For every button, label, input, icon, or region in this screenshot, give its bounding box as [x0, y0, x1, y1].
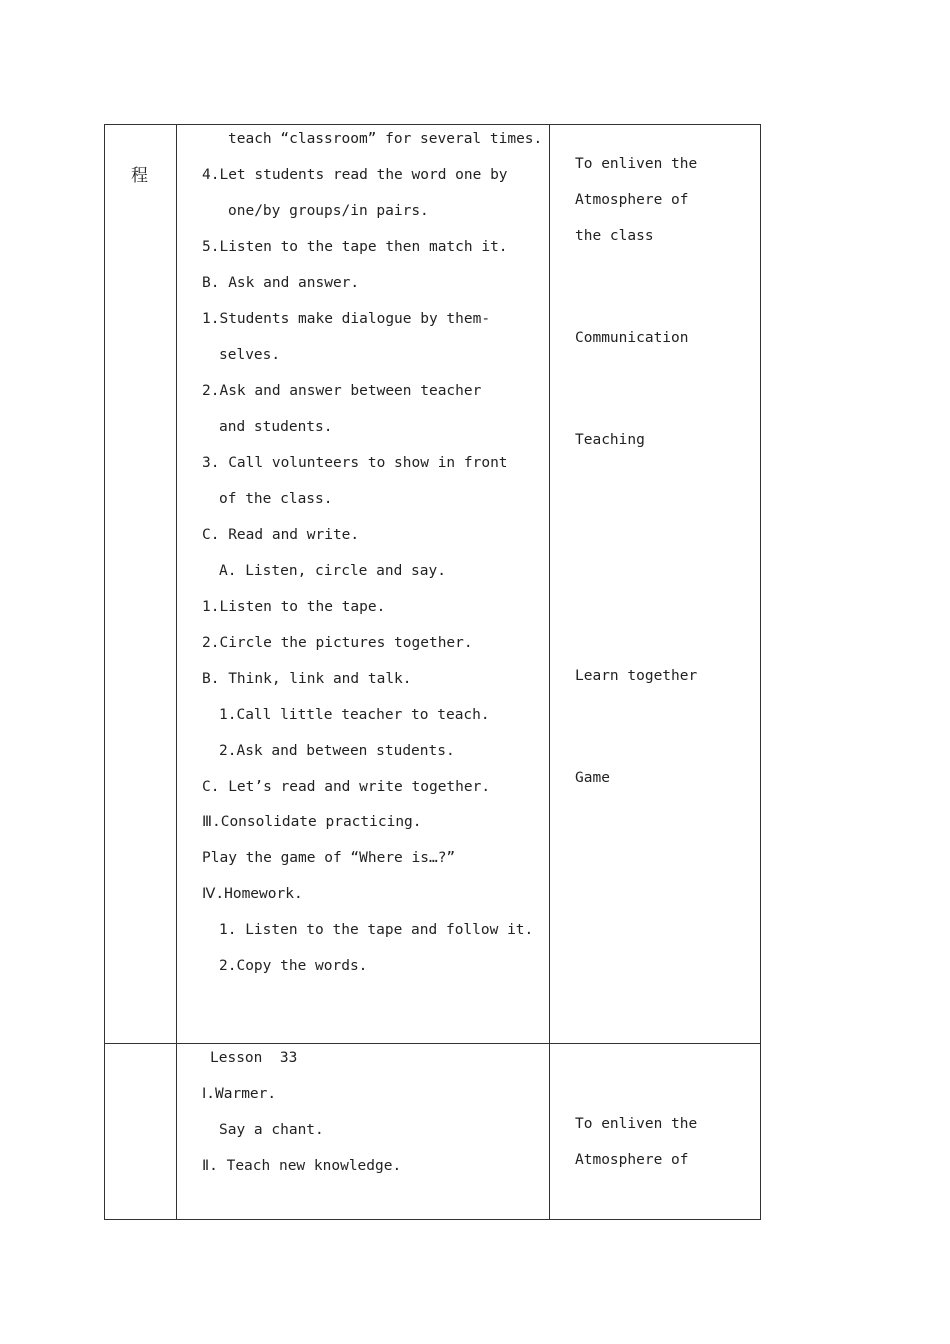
- procedure-line: selves.: [219, 347, 281, 363]
- procedure-line: A. Listen, circle and say.: [219, 563, 446, 579]
- aim-line: Teaching: [575, 432, 645, 448]
- procedure-line: Ⅰ.Warmer.: [202, 1086, 277, 1102]
- procedure-line: 3. Call volunteers to show in front: [202, 455, 508, 471]
- procedure-line: C. Read and write.: [202, 527, 360, 543]
- procedure-line: Say a chant.: [219, 1122, 324, 1138]
- aim-line: the class: [575, 228, 654, 244]
- procedure-line: Play the game of “Where is…?”: [202, 850, 456, 866]
- procedure-line: one/by groups/in pairs.: [228, 203, 429, 219]
- procedure-line: Ⅳ.Homework.: [202, 886, 303, 902]
- procedure-line: teach “classroom” for several times.: [228, 131, 543, 147]
- procedure-line: and students.: [219, 419, 333, 435]
- procedure-line: Lesson 33: [210, 1050, 298, 1066]
- procedure-line: 2.Ask and answer between teacher: [202, 383, 482, 399]
- procedure-line: C. Let’s read and write together.: [202, 779, 491, 795]
- aim-line: Atmosphere of: [575, 192, 689, 208]
- procedure-line: 1. Listen to the tape and follow it.: [219, 922, 534, 938]
- procedure-line: 2.Ask and between students.: [219, 743, 455, 759]
- procedure-line: B. Think, link and talk.: [202, 671, 412, 687]
- procedure-line: 4.Let students read the word one by: [202, 167, 508, 183]
- procedure-line: 5.Listen to the tape then match it.: [202, 239, 508, 255]
- procedure-line: of the class.: [219, 491, 333, 507]
- procedure-cell: [177, 1044, 550, 1220]
- stage-label: 程: [131, 166, 148, 186]
- lesson-plan-table: [104, 124, 761, 1220]
- procedure-line: 1.Call little teacher to teach.: [219, 707, 490, 723]
- procedure-line: Ⅲ.Consolidate practicing.: [202, 814, 422, 830]
- aim-line: Learn together: [575, 668, 698, 684]
- aim-line: Atmosphere of: [575, 1152, 689, 1168]
- procedure-line: B. Ask and answer.: [202, 275, 360, 291]
- aim-cell: [550, 125, 761, 1044]
- stage-label-cell: [105, 1044, 177, 1220]
- aim-line: To enliven the: [575, 1116, 698, 1132]
- procedure-line: 1.Students make dialogue by them-: [202, 311, 491, 327]
- procedure-line: 2.Copy the words.: [219, 958, 368, 974]
- aim-line: To enliven the: [575, 156, 698, 172]
- procedure-line: 1.Listen to the tape.: [202, 599, 386, 615]
- table-row: [105, 125, 761, 1044]
- procedure-line: Ⅱ. Teach new knowledge.: [202, 1158, 402, 1174]
- aim-line: Communication: [575, 330, 689, 346]
- aim-line: Game: [575, 770, 610, 786]
- procedure-line: 2.Circle the pictures together.: [202, 635, 473, 651]
- table-row: [105, 1044, 761, 1220]
- aim-cell: [550, 1044, 761, 1220]
- stage-label-cell: [105, 125, 177, 1044]
- stage-label: [105, 1044, 176, 1080]
- procedure-cell: [177, 125, 550, 1044]
